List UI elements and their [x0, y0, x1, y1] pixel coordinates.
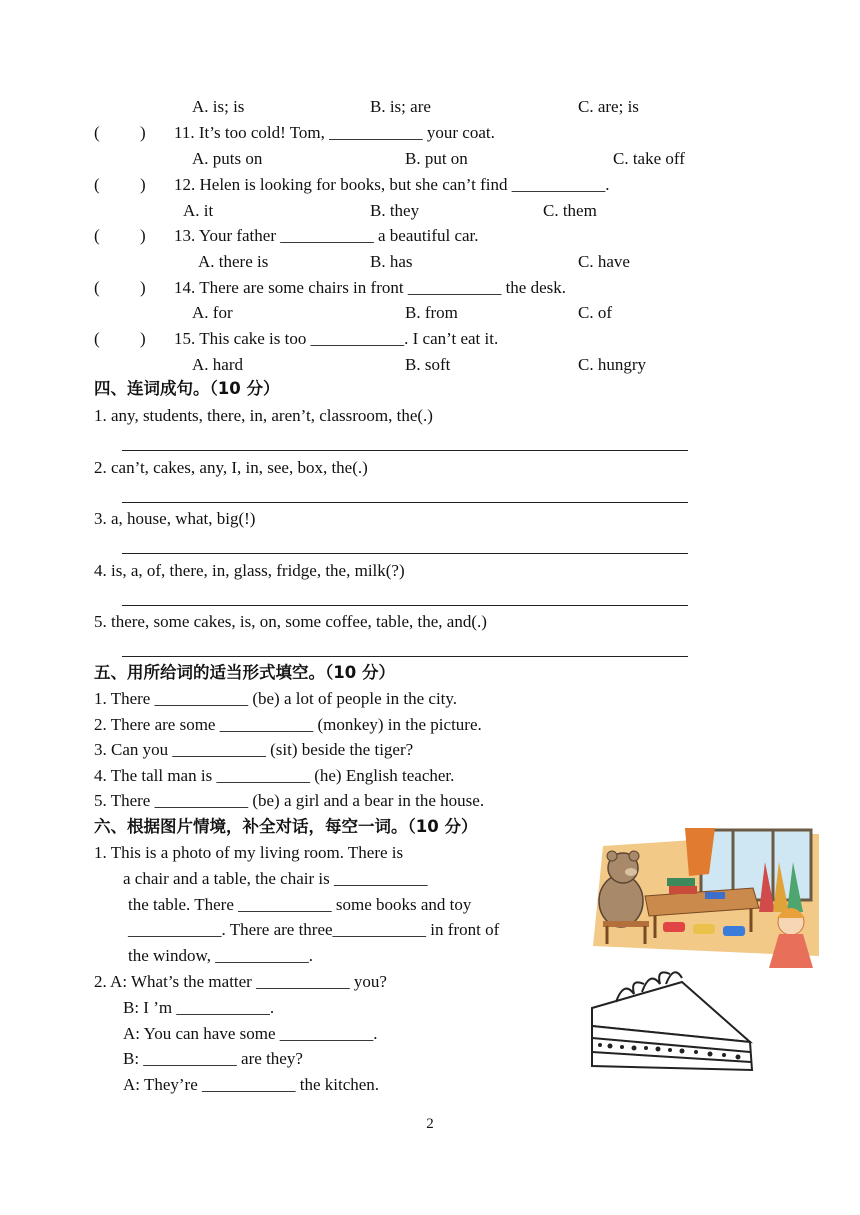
dialogue-line: A: You can have some ___________. [123, 1024, 378, 1043]
dialogue-line: 1. This is a photo of my living room. There is [94, 843, 404, 862]
fill-item: 3. Can you ___________ (sit) beside the tiger? [94, 740, 414, 759]
q10-option-b: B. is; are [370, 97, 431, 116]
answer-paren-open: ( [94, 175, 100, 194]
fill-item: 2. There are some ___________ (monkey) in the picture. [94, 715, 482, 734]
dialogue-line: B: I ’m ___________. [123, 998, 275, 1017]
option-b: B. they [370, 201, 420, 220]
answer-paren-open: ( [94, 123, 100, 142]
option-b: B. soft [405, 355, 451, 374]
answer-paren-open: ( [94, 329, 100, 348]
reorder-item: 2. can’t, cakes, any, I, in, see, box, the(.) [94, 458, 368, 477]
reorder-item: 1. any, students, there, in, aren’t, classroom, the(.) [94, 406, 433, 425]
option-c: C. of [578, 303, 612, 322]
section-heading-part6: 六、根据图片情境，补全对话，每空一词。（10 分） [94, 817, 478, 836]
answer-paren-open: ( [94, 226, 100, 245]
reorder-item: 5. there, some cakes, is, on, some coffee, table, the, and(.) [94, 612, 487, 631]
question-stem: 11. It’s too cold! Tom, ___________ your coat. [174, 123, 495, 142]
fill-item: 4. The tall man is ___________ (he) English teacher. [94, 766, 455, 785]
dialogue-line: a chair and a table, the chair is ___________ [123, 869, 428, 888]
option-a: A. puts on [192, 149, 263, 168]
option-a: A. hard [192, 355, 243, 374]
option-a: A. for [192, 303, 233, 322]
dialogue-line: the table. There ___________ some books and toy [128, 895, 472, 914]
answer-paren-close: ) [140, 226, 146, 245]
dialogue-line: 2. A: What’s the matter ___________ you? [94, 972, 387, 991]
answer-line[interactable] [122, 450, 688, 451]
dialogue-line: the window, ___________. [128, 946, 313, 965]
question-stem: 15. This cake is too ___________. I can’t eat it. [174, 329, 499, 348]
answer-line[interactable] [122, 553, 688, 554]
answer-paren-close: ) [140, 329, 146, 348]
option-c: C. have [578, 252, 630, 271]
reorder-item: 4. is, a, of, there, in, glass, fridge, the, milk(?) [94, 561, 405, 580]
option-c: C. hungry [578, 355, 646, 374]
option-a: A. it [183, 201, 214, 220]
option-a: A. there is [198, 252, 269, 271]
answer-line[interactable] [122, 605, 688, 606]
dialogue-line: A: They’re ___________ the kitchen. [123, 1075, 380, 1094]
option-b: B. from [405, 303, 458, 322]
question-stem: 13. Your father ___________ a beautiful car. [174, 226, 479, 245]
option-b: B. put on [405, 149, 468, 168]
section-heading-part4: 四、连词成句。（10 分） [94, 379, 280, 398]
option-c: C. take off [613, 149, 685, 168]
question-stem: 14. There are some chairs in front ___________ the desk. [174, 278, 567, 297]
option-b: B. has [370, 252, 413, 271]
answer-paren-close: ) [140, 175, 146, 194]
reorder-item: 3. a, house, what, big(!) [94, 509, 256, 528]
living-room-illustration [583, 826, 821, 969]
answer-line[interactable] [122, 656, 688, 657]
dialogue-line: B: ___________ are they? [123, 1049, 303, 1068]
q10-option-a: A. is; is [192, 97, 245, 116]
question-stem: 12. Helen is looking for books, but she can’t find ___________. [174, 175, 610, 194]
answer-paren-close: ) [140, 123, 146, 142]
answer-paren-open: ( [94, 278, 100, 297]
answer-paren-close: ) [140, 278, 146, 297]
fill-item: 1. There ___________ (be) a lot of people in the city. [94, 689, 458, 708]
fill-item: 5. There ___________ (be) a girl and a bear in the house. [94, 791, 485, 810]
answer-line[interactable] [122, 502, 688, 503]
dialogue-line: ___________. There are three___________ in front of [128, 920, 500, 939]
q10-option-c: C. are; is [578, 97, 639, 116]
option-c: C. them [543, 201, 597, 220]
cake-slice-illustration [586, 962, 756, 1074]
page-number: 2 [426, 1116, 434, 1132]
section-heading-part5: 五、用所给词的适当形式填空。（10 分） [94, 663, 395, 682]
